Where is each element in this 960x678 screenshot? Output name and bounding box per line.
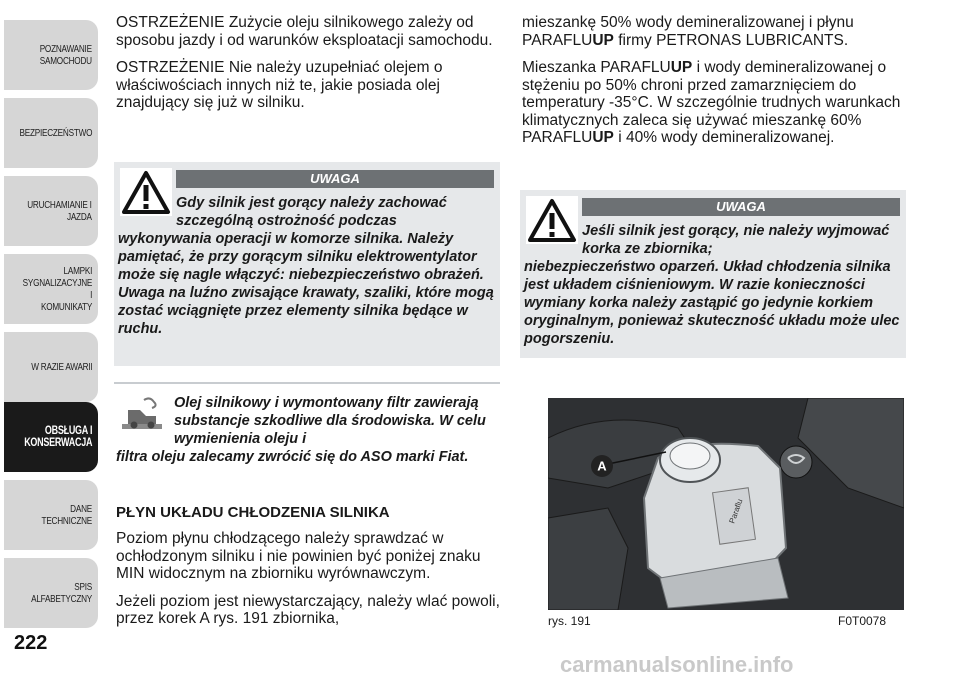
paragraph-oil-consumption: OSTRZEŻENIE Zużycie oleju silnikowego zależy od sposobu jazdy i od warunków eksploatacji samochodu. — [116, 14, 493, 49]
environment-rest: filtra oleju zalecamy zwrócić się do ASO marki Fiat. — [116, 449, 469, 465]
environment-lead: Olej silnikowy i wymontowany filtr zawierają substancje szkodliwe dla środowiska. W celu wymienienia oleju i — [174, 395, 486, 447]
warning-rest: niebezpieczeństwo oparzeń. Układ chłodzenia silnika jest układem ciśnieniowym. W razie konieczności wymiany korka należy zastąpić go jedynie korkiem oryginalnym, ponieważ skuteczność układu może ulec pogorszeniu. — [524, 259, 900, 347]
paragraph-coolant-level: Poziom płynu chłodzącego należy sprawdzać w ochłodzonym silniku i nie powinien być poniżej znaku MIN widocznym na zbiorniku wyrównawczym. — [116, 530, 481, 582]
tab-spis-alfabetyczny[interactable] — [4, 558, 98, 628]
chapter-sidebar — [0, 0, 100, 640]
warning-text — [118, 194, 494, 338]
tank-label: Paraflu — [727, 497, 745, 525]
page-number: 222 — [14, 632, 48, 654]
warning-lead: Jeśli silnik jest gorący, nie należy wyjmować korka ze zbiornika; — [582, 223, 890, 257]
marker-a: A — [597, 458, 607, 474]
figure-code: F0T0078 — [838, 614, 887, 628]
figure-caption: rys. 191 — [548, 614, 591, 628]
tab-label: POZNAWANIE SAMOCHODU — [39, 43, 92, 67]
tab-uruchamianie-i-jazda[interactable] — [4, 176, 98, 246]
tab-label: LAMPKI SYGNALIZACYJNE I KOMUNIKATY — [22, 265, 92, 313]
warning-box-hot-cap — [520, 190, 906, 358]
tab-label: OBSŁUGA I KONSERWACJA — [23, 425, 92, 449]
tab-bezpieczenstwo[interactable] — [4, 98, 98, 168]
paragraph-oil-type: OSTRZEŻENIE Nie należy uzupełniać olejem o właściwościach innych niż te, jakie posiada olej znajdujący się już w silniku. — [116, 59, 443, 111]
left-column — [116, 14, 500, 122]
watermark: carmanualsonline.info — [560, 652, 794, 677]
figure-coolant-tank — [548, 398, 904, 610]
tab-dane-techniczne[interactable] — [4, 480, 98, 550]
warning-rest: wykonywania operacji w komorze silnika. Należy pamiętać, że przy gorącym silniku elektrowentylator może się nagle włączyć: niebezpieczeństwo obrażeń. Uwaga na luźno zwisające krawaty, szaliki, które mogą zostać wciągnięte przez elementy silnika będące w ruchu. — [118, 231, 494, 337]
engine-bay-illustration — [548, 398, 904, 610]
warning-heading: UWAGA — [176, 170, 494, 188]
warning-text — [524, 222, 900, 348]
tab-label: DANE TECHNICZNE — [41, 503, 92, 527]
warning-heading: UWAGA — [582, 198, 900, 216]
tab-label: W RAZIE AWARII — [30, 361, 92, 373]
tab-label: BEZPIECZEŃSTWO — [19, 127, 92, 139]
right-column — [522, 14, 906, 157]
tab-label: SPIS ALFABETYCZNY — [31, 581, 92, 605]
tab-label: URUCHAMIANIE I JAZDA — [27, 199, 92, 223]
tab-w-razie-awarii[interactable] — [4, 332, 98, 402]
section-heading-coolant: PŁYN UKŁADU CHŁODZENIA SILNIKA — [116, 504, 390, 521]
paragraph-mixture-temp: Mieszanka PARAFLUUP i wody demineralizowanej o stężeniu po 50% chroni przed zamarznięciem do temperatury -35°C. W szczególnie trudnych warunkach klimatycznych zaleca się używać mieszankę 60% PARAFLUUP i 40% wody demineralizowanej. — [522, 59, 901, 146]
warning-lead: Gdy silnik jest gorący należy zachować szczególną ostrożność podczas — [176, 195, 447, 229]
divider — [114, 382, 500, 384]
environment-note — [116, 394, 500, 466]
paragraph-coolant-refill: Jeżeli poziom jest niewystarczający, należy wlać powoli, przez korek A rys. 191 zbiornika, — [116, 592, 500, 627]
tab-obsluga-i-konserwacja[interactable] — [4, 402, 98, 472]
paragraph-mixture: mieszankę 50% wody demineralizowanej i płynu PARAFLUUP firmy PETRONAS LUBRICANTS. — [522, 14, 854, 49]
tab-lampki-sygnalizacyjne[interactable] — [4, 254, 98, 324]
left-column-lower — [116, 530, 500, 638]
tab-poznawanie-samochodu[interactable] — [4, 20, 98, 90]
warning-box-hot-engine — [114, 162, 500, 366]
